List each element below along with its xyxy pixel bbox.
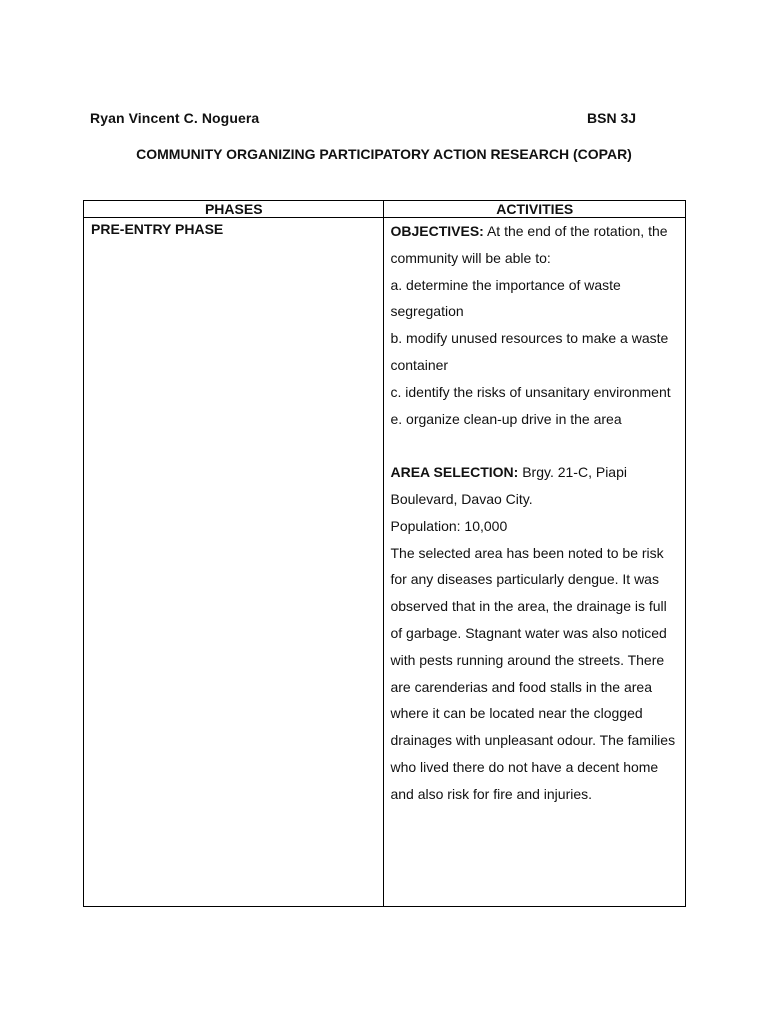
objective-item: e. organize clean-up drive in the area — [390, 410, 622, 427]
objectives-label: OBJECTIVES: — [390, 223, 484, 239]
author-name: Ryan Vincent C. Noguera — [90, 110, 260, 126]
activities-cell — [384, 218, 686, 907]
objectives-intro: At the end of the rotation, the community will be able to: — [390, 223, 668, 266]
phase-cell: PRE-ENTRY PHASE — [84, 218, 384, 907]
area-selection-block — [390, 459, 679, 513]
area-description: The selected area has been noted to be risk for any diseases particularly dengue. It was observed that in the area, the drainage is full of garbage. Stagnant water was also noticed with pests running around the streets. There are carenderias and food stalls in the area where it can be located near the clogged drainages with unpleasant odour. The families who lived there do not have a decent home and also risk for fire and injuries. — [390, 544, 676, 802]
copar-table — [83, 200, 686, 907]
area-selection-text: Brgy. 21-C, Piapi Boulevard, Davao City. — [390, 464, 627, 507]
objective-item: a. determine the importance of waste segregation — [390, 276, 621, 320]
table-row — [84, 218, 686, 907]
column-header-activities: ACTIVITIES — [384, 201, 686, 218]
area-selection-label: AREA SELECTION: — [390, 464, 519, 481]
document-title: COMMUNITY ORGANIZING PARTICIPATORY ACTION RESEARCH (COPAR) — [136, 146, 632, 162]
column-header-phases: PHASES — [84, 201, 384, 218]
spacer — [390, 432, 679, 459]
course-section: BSN 3J — [587, 110, 637, 126]
objective-item: c. identify the risks of unsanitary environment — [390, 383, 671, 400]
table-header-row — [84, 201, 686, 218]
objective-item: b. modify unused resources to make a waste container — [390, 330, 669, 373]
objectives-block — [390, 218, 679, 272]
population-text: Population: 10,000 — [390, 517, 508, 534]
